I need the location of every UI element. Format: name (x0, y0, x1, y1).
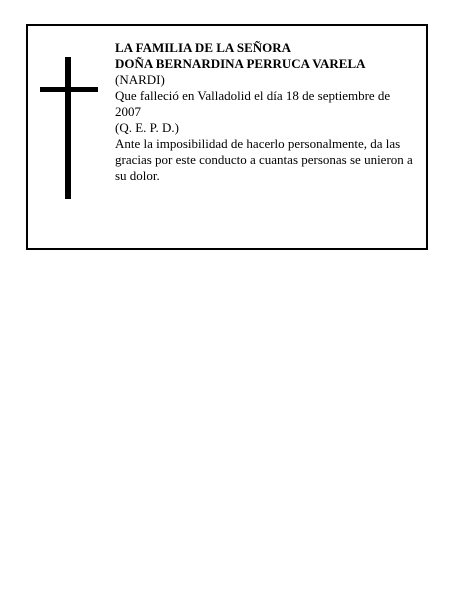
nickname: (NARDI) (115, 72, 165, 87)
rip-text: (Q. E. P. D.) (115, 120, 179, 135)
cross-horizontal-bar (40, 87, 98, 92)
heading-line-2: DOÑA BERNARDINA PERRUCA VARELA (115, 56, 366, 71)
death-line-1: Que falleció en Valladolid el día 18 de septiembre de (115, 88, 391, 103)
thanks-text: Ante la imposibilidad de hacerlo personalmente, da las gracias por este conducto a cuantas personas se unieron a su dolor. (115, 136, 413, 183)
death-line-2: 2007 (115, 104, 141, 119)
latin-cross-icon (40, 57, 98, 199)
obituary-notice (26, 24, 428, 250)
heading-line-1: LA FAMILIA DE LA SEÑORA (115, 40, 292, 55)
cross-vertical-bar (65, 57, 71, 199)
notice-text (115, 40, 420, 184)
